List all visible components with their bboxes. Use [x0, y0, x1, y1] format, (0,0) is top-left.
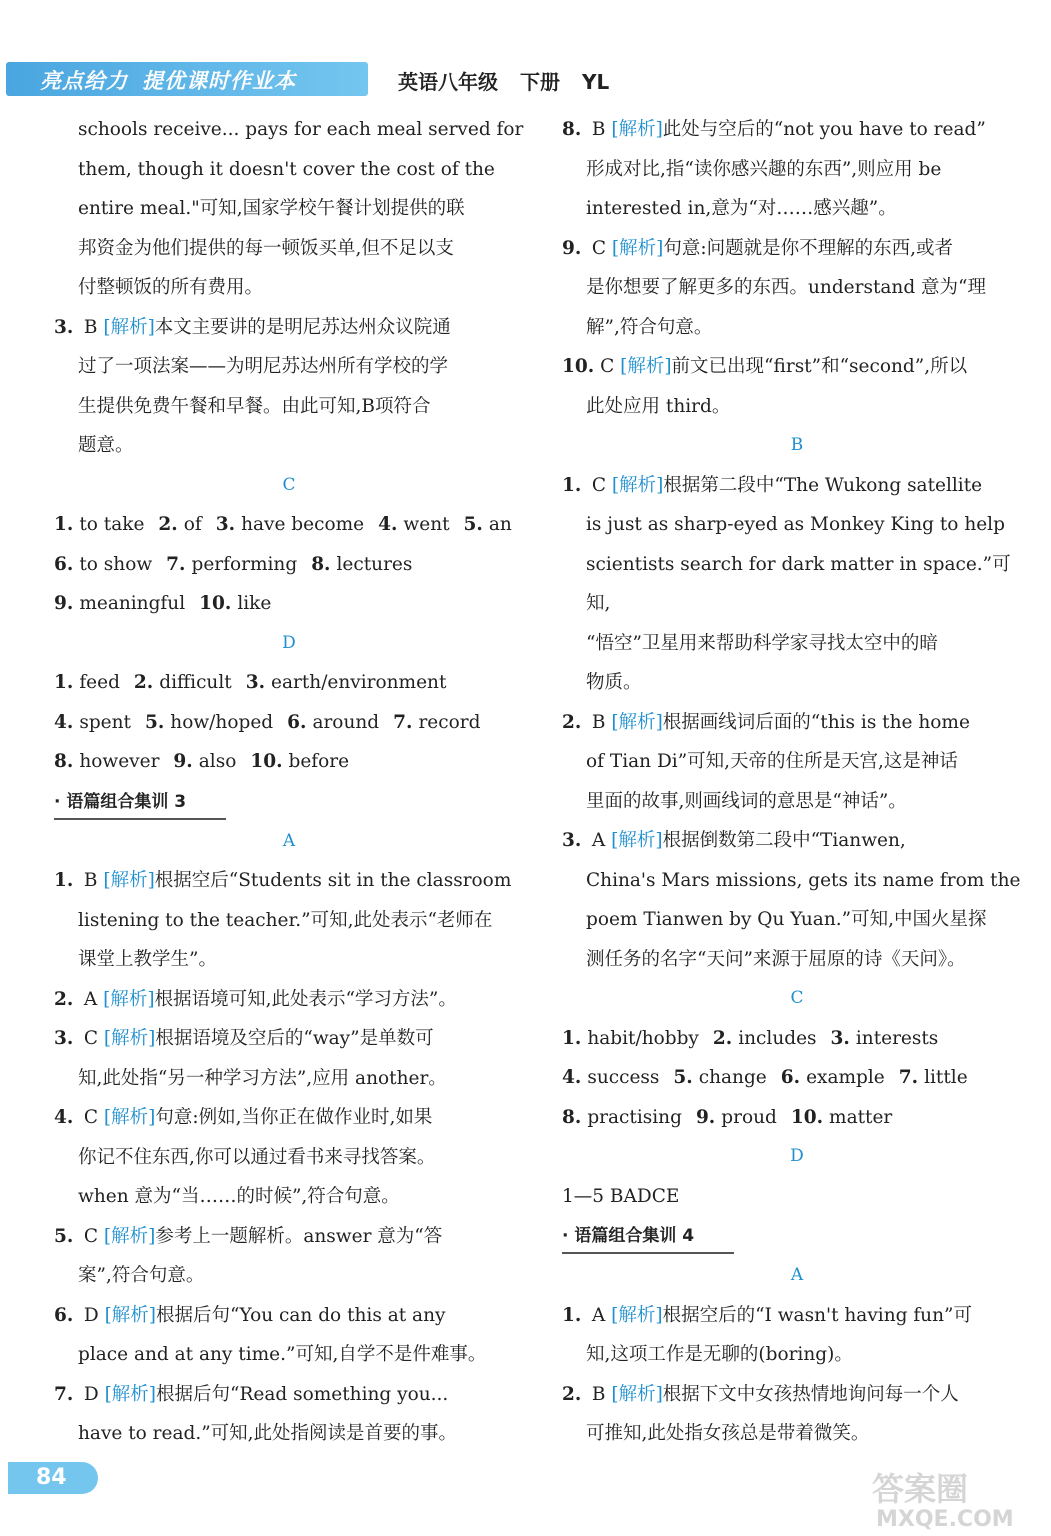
answer-line [54, 1335, 524, 1375]
answer-text: habit/hobby [587, 1027, 699, 1049]
question-number: 3. [830, 1027, 850, 1049]
answer-text: change [698, 1067, 767, 1088]
brand-title [40, 65, 310, 95]
answer-line [54, 1138, 524, 1178]
answer-choice: C [586, 474, 612, 496]
question-number: 9. [54, 593, 74, 614]
answer-text: spent [79, 711, 131, 733]
explanation-text: 根据后句“You can do this at any [156, 1304, 446, 1326]
fill-answer [713, 1019, 817, 1059]
explanation-continued: schools receive... pays for each meal served for [78, 119, 524, 140]
analysis-tag: [解析] [104, 1304, 157, 1326]
question-number: 8. [311, 553, 331, 575]
question-number: 10. [199, 593, 232, 614]
question-number: 3. [562, 830, 582, 851]
answer-row [562, 1058, 1032, 1098]
answer-line [54, 1217, 524, 1257]
fill-answer [134, 663, 232, 703]
explanation-continued: entire meal."可知,国家学校午餐计划提供的联 [78, 198, 465, 219]
fill-answer [54, 663, 120, 703]
analysis-tag: [解析] [104, 1383, 157, 1405]
question-number: 3. [215, 514, 236, 535]
fill-answer [216, 505, 364, 545]
answer-text: performing [191, 553, 298, 575]
analysis-tag: [解析] [611, 474, 664, 496]
question-number: 2. [562, 711, 582, 733]
brand-band [6, 62, 368, 96]
answer-text: to take [79, 514, 145, 535]
question-number: 3. [54, 316, 74, 338]
svg-text:答案圈: 答案圈 [872, 1470, 969, 1508]
answer-text: matter [829, 1106, 893, 1128]
question-number: 9. [562, 237, 582, 259]
section-title: · 语篇组合集训 4 [562, 1220, 734, 1254]
answer-text: however [79, 751, 160, 772]
fill-answer [199, 584, 271, 624]
fill-answer [311, 545, 412, 585]
answer-line [562, 742, 1032, 782]
series-name: 提优课时作业本 [142, 69, 296, 93]
section-letter: D [282, 632, 296, 653]
question-number: 1. [562, 1304, 582, 1326]
question-number: 1. [562, 474, 582, 496]
question-number: 8. [562, 119, 582, 140]
answer-choice: C [586, 237, 612, 259]
answer-item [562, 466, 1032, 703]
answer-item [562, 1375, 1032, 1454]
explanation-continued: 邦资金为他们提供的每一顿饭买单,但不足以支 [78, 237, 454, 259]
answer-line [562, 663, 1032, 703]
answer-item [54, 1098, 524, 1217]
answer-item [562, 229, 1032, 348]
answer-line [562, 545, 1032, 624]
answer-line [562, 940, 1032, 980]
analysis-tag: [解析] [611, 1383, 663, 1405]
answer-text: before [288, 751, 350, 772]
question-number: 10. [562, 356, 595, 377]
question-number: 6. [54, 1304, 74, 1326]
fill-answer [464, 505, 512, 545]
fill-answer [54, 742, 159, 782]
explanation-text: 根据语境可知,此处表示“学习方法”。 [154, 988, 457, 1010]
answer-line [54, 1177, 524, 1217]
answer-item [54, 1296, 524, 1375]
answer-line [562, 782, 1032, 822]
explanation-text: is just as sharp-eyed as Monkey King to help [586, 514, 1005, 535]
answer-text: how/hoped [170, 711, 274, 733]
section-letter: C [282, 474, 296, 495]
explanation-text: “悟空”卫星用来帮助科学家寻找太空中的暗 [586, 632, 938, 654]
answer-text: success [587, 1067, 660, 1088]
explanation-text: 根据语境及空后的“way”是单数可 [155, 1028, 434, 1049]
answer-choice: D [78, 1304, 105, 1326]
question-number: 4. [54, 711, 74, 733]
explanation-text: 前文已出现“first”和“second”,所以 [671, 356, 968, 377]
explanation-text: 根据空后“Students sit in the classroom [154, 870, 512, 891]
explanation-text: 参考上一题解析。answer 意为“答 [155, 1225, 443, 1247]
answer-line [562, 505, 1032, 545]
explanation-text: 此处应用 third。 [586, 395, 731, 417]
answer-text: little [924, 1067, 968, 1088]
explanation-text: 测任务的名字“天问”来源于屈原的诗《天问》。 [586, 948, 966, 970]
answer-choice: A [586, 830, 612, 851]
explanation-text: 知,此处指“另一种学习方法”,应用 another。 [78, 1067, 447, 1089]
explanation-text: 根据倒数第二段中“Tianwen, [662, 830, 906, 851]
fill-answer [158, 505, 201, 545]
analysis-tag: [解析] [103, 870, 155, 891]
answer-item [54, 861, 524, 980]
answer-line [562, 703, 1032, 743]
section-title: · 语篇组合集训 3 [54, 786, 226, 820]
explanation-text: 里面的故事,则画线词的意思是“神话”。 [586, 790, 907, 812]
answer-text: went [403, 514, 450, 535]
answer-line [562, 900, 1032, 940]
fill-answer [899, 1058, 968, 1098]
answer-choice: D [78, 1383, 105, 1405]
explanation-text: 你记不住东西,你可以通过看书来寻找答案。 [78, 1146, 436, 1168]
answer-row [54, 742, 524, 782]
answer-text: includes [738, 1027, 817, 1049]
answer-choice: C [78, 1107, 104, 1128]
answer-item [54, 308, 524, 466]
answer-choice: B [586, 119, 612, 140]
fill-answer [246, 663, 447, 703]
explanation-text: when 意为“当……的时候”,符合句意。 [78, 1186, 400, 1207]
question-number: 3. [54, 1028, 74, 1049]
fill-answer [54, 703, 131, 743]
answer-line [54, 308, 524, 348]
section-letter: A [790, 1265, 804, 1285]
explanation-continued: them, though it doesn't cover the cost of the [78, 158, 495, 180]
answer-item [54, 1375, 524, 1454]
section-letter: A [282, 830, 296, 851]
question-number: 8. [54, 751, 74, 772]
analysis-tag: [解析] [103, 988, 155, 1010]
analysis-tag: [解析] [103, 1107, 156, 1128]
fill-answer [781, 1058, 885, 1098]
answer-row [54, 584, 524, 624]
explanation-text: 课堂上教学生”。 [78, 949, 217, 970]
explanation-text: 本文主要讲的是明尼苏达州众议院通 [154, 316, 451, 338]
answer-text: proud [721, 1106, 777, 1128]
fill-answer [696, 1098, 777, 1138]
answer-line [562, 347, 1032, 387]
answer-item [54, 1217, 524, 1296]
answer-line [54, 1019, 524, 1059]
edition-label: YL [582, 70, 610, 94]
section-letter: C [790, 988, 804, 1008]
answer-text: lectures [336, 553, 413, 575]
answer-line [562, 110, 1032, 150]
question-number: 9. [695, 1106, 716, 1128]
answer-choice: C [594, 356, 621, 377]
question-number: 5. [673, 1067, 693, 1088]
question-number: 6. [54, 553, 74, 575]
page-number: 84 [8, 1462, 98, 1494]
fill-answer [250, 742, 349, 782]
answer-line [54, 1296, 524, 1336]
answer-choice: A [78, 988, 104, 1010]
question-number: 6. [287, 711, 307, 733]
question-number: 5. [463, 514, 483, 535]
answer-line [54, 387, 524, 427]
right-column [562, 110, 1032, 1454]
fill-answer [166, 545, 297, 585]
explanation-text: 形成对比,指“读你感兴趣的东西”,则应用 be [586, 158, 942, 180]
question-number: 7. [166, 553, 186, 575]
answer-line [562, 624, 1032, 664]
volume-label: 下册 [520, 70, 560, 94]
explanation-text: 案”,符合句意。 [78, 1265, 205, 1286]
explanation-text: 根据下文中女孩热情地询问每一个人 [662, 1383, 959, 1405]
question-number: 10. [790, 1106, 824, 1128]
fill-answer [54, 505, 144, 545]
explanation-text: 根据画线词后面的“this is the home [662, 711, 970, 733]
answer-choice: B [586, 1383, 612, 1405]
analysis-tag: [解析] [611, 711, 663, 733]
explanation-text: 生提供免费午餐和早餐。由此可知,B项符合 [78, 395, 431, 417]
question-number: 2. [54, 988, 74, 1010]
fill-answer [378, 505, 449, 545]
explanation-text: scientists search for dark matter in space.”可知, [586, 553, 1011, 614]
answer-line [562, 268, 1032, 308]
analysis-tag: [解析] [611, 119, 663, 140]
explanation-text: 过了一项法案——为明尼苏达州所有学校的学 [78, 356, 449, 377]
answer-item [562, 1296, 1032, 1375]
explanation-text: of Tian Di”可知,天帝的住所是天宫,这是神话 [586, 751, 958, 772]
fill-answer [562, 1019, 699, 1059]
answer-line [562, 466, 1032, 506]
answer-text: like [237, 593, 272, 614]
explanation-text: listening to the teacher.”可知,此处表示“老师在 [78, 909, 493, 931]
explanation-text: 根据第二段中“The Wukong satellite [663, 474, 983, 496]
fill-answer [145, 703, 273, 743]
question-number: 7. [393, 711, 413, 733]
answer-item [54, 980, 524, 1020]
answer-text: to show [79, 553, 153, 575]
explanation-text: 此处与空后的“not you have to read” [662, 119, 986, 140]
answer-line [54, 1256, 524, 1296]
question-number: 8. [562, 1106, 582, 1128]
question-number: 6. [780, 1067, 801, 1088]
question-number: 2. [562, 1383, 582, 1405]
section-letter: B [790, 435, 804, 455]
answer-line [562, 821, 1032, 861]
answer-line [562, 150, 1032, 190]
answer-row [54, 505, 524, 545]
fill-answer [54, 584, 185, 624]
section-letter: D [790, 1146, 804, 1166]
question-number: 9. [173, 751, 193, 772]
question-number: 1. [54, 870, 74, 891]
fill-answer [54, 545, 152, 585]
answer-line [562, 308, 1032, 348]
answer-text: record [418, 711, 481, 733]
answer-line [54, 980, 524, 1020]
fill-answer [673, 1058, 766, 1098]
answer-item [54, 1019, 524, 1098]
answer-item [562, 821, 1032, 979]
answer-choice: C [78, 1225, 104, 1247]
answer-text: around [312, 711, 380, 733]
answer-line [562, 387, 1032, 427]
question-number: 7. [54, 1383, 74, 1405]
answer-line [54, 426, 524, 466]
fill-answer [562, 1098, 682, 1138]
question-number: 2. [133, 672, 154, 693]
answer-item [562, 703, 1032, 822]
question-number: 4. [562, 1067, 582, 1088]
answer-line [562, 1414, 1032, 1454]
answer-line [54, 940, 524, 980]
analysis-tag: [解析] [103, 1225, 156, 1247]
question-number: 2. [158, 514, 178, 535]
explanation-text: 句意:问题就是你不理解的东西,或者 [663, 237, 953, 259]
answer-line [562, 189, 1032, 229]
analysis-tag: [解析] [611, 237, 664, 259]
answer-line [562, 1296, 1032, 1336]
analysis-tag: [解析] [611, 830, 663, 851]
analysis-tag: [解析] [103, 1028, 156, 1049]
fill-answer [562, 1058, 659, 1098]
question-number: 7. [898, 1067, 919, 1088]
subject-label: 英语八年级 [398, 70, 498, 94]
answer-text: difficult [159, 672, 232, 693]
explanation-text: poem Tianwen by Qu Yuan.”可知,中国火星探 [586, 909, 987, 930]
analysis-tag: [解析] [611, 1304, 663, 1326]
answer-line [54, 901, 524, 941]
watermark-logo [868, 1466, 1038, 1530]
answer-line [562, 1375, 1032, 1415]
answer-row [54, 663, 524, 703]
question-number: 4. [54, 1107, 74, 1128]
fill-answer [173, 742, 236, 782]
answer-text: feed [79, 672, 120, 693]
fill-answer [831, 1019, 939, 1059]
answer-line [562, 229, 1032, 269]
answer-line [54, 1414, 524, 1454]
left-column [54, 110, 524, 1454]
explanation-text: 解”,符合句意。 [586, 316, 713, 338]
answer-row [54, 545, 524, 585]
explanation-text: China's Mars missions, gets its name from the [586, 869, 1021, 891]
page-header [0, 62, 660, 96]
explanation-text: 物质。 [586, 672, 642, 693]
question-number: 5. [54, 1225, 74, 1247]
question-number: 4. [378, 514, 398, 535]
answer-line [54, 1098, 524, 1138]
question-number: 2. [712, 1027, 733, 1049]
answer-text: an [488, 514, 512, 535]
explanation-text: 可推知,此处指女孩总是带着微笑。 [586, 1423, 870, 1444]
answer-row: 1—5 BADCE [562, 1185, 680, 1207]
answer-line [54, 1059, 524, 1099]
explanation-text: 知,这项工作是无聊的(boring)。 [586, 1344, 853, 1365]
explanation-text: interested in,意为“对……感兴趣”。 [586, 198, 897, 219]
answer-choice: B [586, 711, 612, 733]
svg-text:MXQE.COM: MXQE.COM [876, 1507, 1014, 1530]
question-number: 1. [562, 1027, 582, 1049]
answer-text: of [183, 514, 202, 535]
fill-answer [393, 703, 480, 743]
question-number: 1. [54, 672, 74, 693]
explanation-text: 根据空后的“I wasn't having fun”可 [662, 1304, 972, 1326]
answer-choice: C [78, 1028, 104, 1049]
answer-line [562, 1335, 1032, 1375]
answer-text: meaningful [79, 593, 186, 614]
explanation-text: have to read.”可知,此处指阅读是首要的事。 [78, 1423, 458, 1444]
answer-line [562, 861, 1032, 901]
question-number: 1. [54, 514, 74, 535]
question-number: 10. [250, 751, 283, 772]
fill-answer [791, 1098, 892, 1138]
answer-line [54, 347, 524, 387]
answer-row [562, 1098, 1032, 1138]
question-number: 3. [245, 672, 266, 693]
answer-text: interests [855, 1027, 939, 1049]
question-number: 5. [144, 711, 165, 733]
fill-answer [287, 703, 379, 743]
answer-line [54, 1375, 524, 1415]
explanation-text: 根据后句“Read something you... [156, 1383, 449, 1405]
explanation-text: 题意。 [78, 435, 134, 456]
answer-choice: B [78, 316, 104, 338]
explanation-text: 句意:例如,当你正在做作业时,如果 [155, 1107, 433, 1128]
explanation-text: place and at any time.”可知,自学不是件难事。 [78, 1344, 487, 1365]
answer-choice: B [78, 870, 104, 891]
analysis-tag: [解析] [620, 356, 672, 377]
answer-item [562, 110, 1032, 229]
answer-text: also [198, 751, 237, 772]
answer-choice: A [586, 1304, 612, 1326]
answer-row [54, 703, 524, 743]
brand-name: 亮点给力 [40, 69, 128, 93]
answer-text: earth/environment [271, 672, 447, 693]
answer-line [54, 861, 524, 901]
explanation-text: 是你想要了解更多的东西。understand 意为“理 [586, 277, 987, 298]
book-meta [398, 66, 631, 95]
answer-text: practising [587, 1106, 682, 1128]
answer-text: have become [241, 514, 365, 535]
answer-row [562, 1019, 1032, 1059]
answer-item [562, 347, 1032, 426]
explanation-continued: 付整顿饭的所有费用。 [78, 277, 264, 298]
answer-text: example [806, 1067, 885, 1088]
analysis-tag: [解析] [103, 316, 155, 338]
